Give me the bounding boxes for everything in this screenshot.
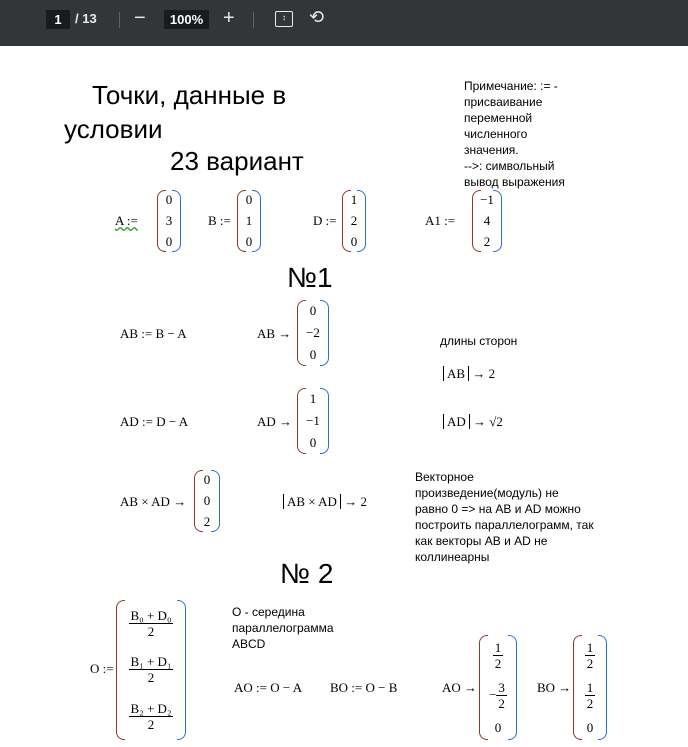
- def-a: A :=: [115, 213, 138, 228]
- fraction: [585, 640, 596, 671]
- matrix-cell: [129, 701, 174, 732]
- fraction-num: 1: [494, 639, 502, 655]
- matrix-cell: 0: [203, 472, 211, 488]
- bo-symbolic: BO →: [537, 680, 572, 695]
- fraction: [496, 680, 507, 711]
- fraction: [129, 608, 174, 639]
- matrix-cell: 1: [350, 192, 358, 208]
- matrix-bo: [573, 635, 607, 740]
- fraction-den: 2: [498, 695, 505, 711]
- divider: [119, 12, 120, 28]
- def-b: B :=: [208, 213, 231, 228]
- fraction-den: 2: [586, 695, 594, 711]
- fraction-num: 1: [586, 679, 594, 695]
- cross-product-abs-value: → 2: [344, 494, 367, 509]
- matrix-cell: 0: [494, 719, 502, 735]
- page-number-input[interactable]: 1: [46, 10, 70, 29]
- matrix-cross-product: [194, 470, 220, 532]
- matrix-a: [157, 190, 181, 252]
- fraction: [129, 654, 174, 685]
- fraction: [493, 640, 504, 671]
- matrix-cell: 0: [203, 492, 211, 508]
- matrix-ad: [297, 388, 329, 454]
- zoom-level-input[interactable]: 100%: [164, 10, 209, 29]
- matrix-cell: 0: [165, 192, 173, 208]
- fraction-den: 2: [494, 655, 502, 671]
- fit-page-icon[interactable]: ↕: [275, 11, 293, 27]
- matrix-cell: −1: [306, 413, 320, 428]
- matrix-cell: [585, 640, 596, 671]
- matrix-cell: 0: [309, 303, 317, 318]
- ao-symbolic: AO →: [442, 680, 478, 695]
- matrix-cell: 2: [350, 212, 358, 228]
- matrix-cell: [129, 654, 174, 685]
- matrix-cell: 4: [483, 212, 491, 228]
- matrix-cell: 3: [165, 212, 173, 228]
- ab-definition: AB := B − A: [120, 326, 187, 341]
- fraction-num: B₀ + D₀: [130, 607, 172, 623]
- ad-length-value: → √2: [473, 414, 503, 429]
- cross-product-symbolic: AB × AD →: [120, 494, 187, 509]
- matrix-cell: −2: [306, 325, 320, 340]
- matrix-cell: 0: [309, 435, 317, 450]
- title-line-2: условии: [64, 114, 163, 144]
- ao-definition: AO := O − A: [234, 680, 303, 695]
- lengths-label: длины сторон: [440, 334, 518, 348]
- matrix-cell: 0: [245, 192, 253, 208]
- ab-length-value: → 2: [472, 366, 496, 381]
- matrix-ab: [297, 300, 329, 366]
- fraction-den: 2: [147, 670, 155, 686]
- matrix-ao: [479, 635, 517, 740]
- ad-length: AD: [443, 414, 470, 429]
- cross-product-abs: AB × AD: [283, 494, 341, 509]
- section-2-heading: № 2: [280, 558, 334, 589]
- fraction-num: 1: [586, 639, 594, 655]
- matrix-cell: 2: [203, 513, 211, 529]
- fraction: [129, 701, 174, 732]
- section-1-heading: №1: [287, 262, 333, 293]
- fraction: [585, 680, 596, 711]
- cross-product-note: Векторное произведение(модуль) не равно 0 => на AB и AD можно построить параллелограмм, так как векторы AB и AD не коллинеарны: [415, 470, 594, 564]
- zoom-out-button[interactable]: −: [134, 7, 146, 29]
- fraction-den: 2: [147, 623, 155, 639]
- zoom-in-button[interactable]: +: [223, 7, 235, 29]
- variant-title: 23 вариант: [170, 146, 304, 176]
- matrix-cell: [493, 640, 504, 671]
- matrix-cell: 0: [245, 233, 253, 249]
- matrix-cell: [489, 680, 507, 711]
- matrix-cell: 2: [483, 233, 491, 249]
- fraction-den: 2: [586, 655, 594, 671]
- matrix-b: [237, 190, 261, 252]
- matrix-cell: [129, 608, 174, 639]
- matrix-cell: 0: [309, 347, 317, 362]
- matrix-cell: 0: [586, 719, 594, 735]
- ad-definition: AD := D − A: [120, 414, 189, 429]
- o-definition: O :=: [90, 661, 114, 676]
- fraction-sign: −: [489, 687, 497, 702]
- bo-definition: BO := O − B: [330, 680, 398, 695]
- matrix-a1: [472, 190, 502, 252]
- matrix-cell: 1: [309, 391, 317, 406]
- fraction-num: B₁ + D₁: [130, 654, 172, 670]
- o-note: O - середина параллелограмма ABCD: [232, 605, 334, 651]
- page-total: / 13: [75, 11, 97, 26]
- ab-symbolic: AB →: [257, 326, 292, 341]
- divider: [253, 12, 254, 28]
- rotate-icon[interactable]: ⟲: [309, 7, 325, 27]
- fraction-den: 2: [147, 717, 155, 733]
- matrix-o: [116, 600, 186, 740]
- matrix-cell: [585, 680, 596, 711]
- ab-length: AB: [443, 366, 469, 381]
- fraction-num: B₂ + D₂: [130, 701, 172, 717]
- matrix-cell: 1: [245, 212, 253, 228]
- note-text: Примечание: := - присваивание переменной численного значения. -->: символьный вывод выражения: [464, 79, 565, 189]
- def-d: D :=: [313, 213, 337, 228]
- title-line-1: Точки, данные в: [92, 80, 287, 110]
- def-a1: A1 :=: [425, 213, 456, 228]
- matrix-cell: −1: [480, 192, 494, 208]
- pdf-toolbar: [0, 0, 688, 46]
- matrix-d: [342, 190, 366, 252]
- fraction-num: 3: [498, 679, 505, 695]
- ad-symbolic: AD →: [257, 414, 293, 429]
- matrix-cell: 0: [350, 233, 358, 249]
- matrix-cell: 0: [165, 233, 173, 249]
- def-a-label: [115, 213, 138, 229]
